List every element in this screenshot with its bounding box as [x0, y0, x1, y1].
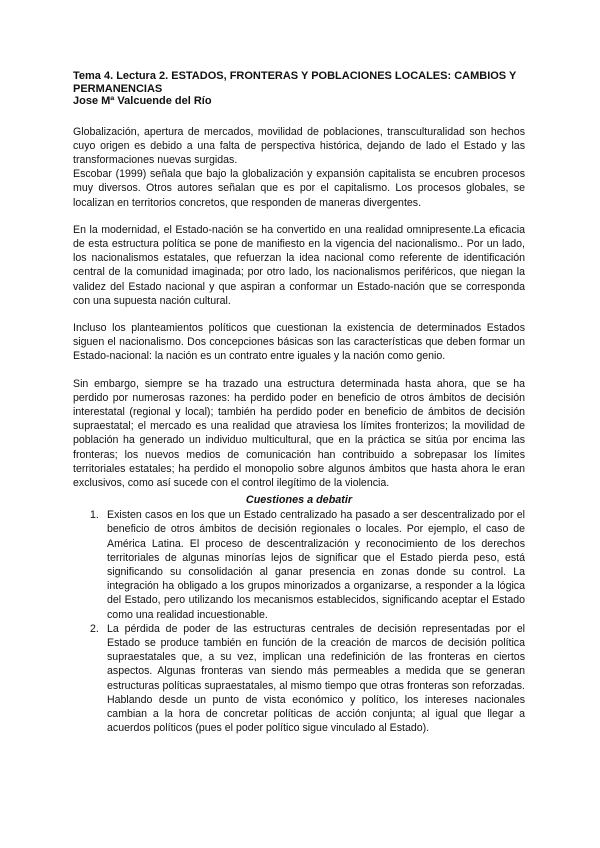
list-item-text: Existen casos en los que un Estado centralizado ha pasado a ser descentralizado por el beneficio de otros ámbitos de decisión regionales o locales. Por ejemplo, el caso de América Latina. El proceso de descentralización y reconocimiento de los derechos territoriales de algunas minorías lejos de significar que el Estado pierda peso, está significando su consolidación al ganar presencia en zonas donde su control. La integración ha obligado a los grupos minorizados a organizarse, a responder a la lógica del Estado, pero utilizando los mecanismos establecidos, significando aceptar el Estado como una realidad incuestionable. [107, 509, 525, 621]
list-item-text: La pérdida de poder de las estructuras centrales de decisión representadas por el Estado se produce también en función de la creación de marcos de decisión política supraestatales que, a su vez, implican una redefinición de las fronteras en ciertos aspectos. Algunas fronteras van siendo más permeables a medida que se generan estructuras políticas supraestatales, al mismo tiempo que otras fronteras son reforzadas. Hablando desde un punto de vista económico y político, los intereses nacionales cambian a la hora de concretar políticas de acción conjunta; al igual que llegar a acuerdos políticos (pues el poder político sigue vinculado al Estado). [107, 622, 525, 735]
spacer [73, 308, 525, 321]
paragraph: Escobar (1999) señala que bajo la globalización y expansión capitalista se encubren procesos muy diversos. Otros autores señalan que es por el capitalismo. Los procesos globales, se localizan en territorios concretos, que responden de maneras divergentes. [73, 168, 525, 209]
document-title: Tema 4. Lectura 2. ESTADOS, FRONTERAS Y POBLACIONES LOCALES: CAMBIOS Y PERMANENCIAS [73, 70, 517, 95]
paragraph: En la modernidad, el Estado-nación se ha convertido en una realidad omnipresente.La eficacia de esta estructura política se pone de manifiesto en la vigencia del nacionalismo.. Por un lado, los nacionalismos estatales, que refuerzan la idea nacional como referente de identificación central de la comunidad imaginada; por otro lado, los nacionalismos periféricos, que niegan la validez del Estado nacional y que aspiran a conformar un Estado-nación que se corresponda con una supuesta nación cultural. [73, 223, 525, 307]
spacer [73, 364, 525, 377]
list-item [73, 622, 525, 736]
debate-heading: Cuestiones a debatir [245, 494, 353, 507]
document-author: Jose Mª Valcuende del Río [73, 95, 212, 107]
spacer [73, 210, 525, 223]
paragraph: Globalización, apertura de mercados, movilidad de poblaciones, transculturalidad son hechos cuyo origen es debido a una falta de perspectiva histórica, dejando de lado el Estado y las transformaciones nuevas surgidas. [73, 125, 525, 166]
list-item-number: 1. [90, 509, 99, 522]
list-item [73, 508, 525, 622]
paragraph: Sin embargo, siempre se ha trazado una estructura determinada hasta ahora, que se ha perdido por numerosas razones: ha perdido poder en beneficio de otros ámbitos de decisión interestatal (regional y local); también ha perdido poder en beneficio de ámbitos de decisión supraestatal; el mercado es una realidad que atraviesa los límites fronterizos; la movilidad de población ha generado un individuo multicultural, que en la práctica se sitúa por encima las fronteras; los nuevos medios de comunicación han contribuido a sobrepasar los límites territoriales estatales; ha perdido el monopolio sobre algunos ámbitos que hasta ahora le eran exclusivos, como así sucede con el control ilegítimo de la violencia. [73, 377, 525, 489]
document-body [73, 70, 525, 735]
debate-list [73, 508, 525, 735]
list-item-number: 2. [90, 622, 99, 635]
paragraph: Incluso los planteamientos políticos que cuestionan la existencia de determinados Estados siguen el nacionalismo. Dos concepciones básicas son las características que deben formar un Estado-nacional: la nación es un contrato entre iguales y la nación como genio. [73, 321, 525, 363]
